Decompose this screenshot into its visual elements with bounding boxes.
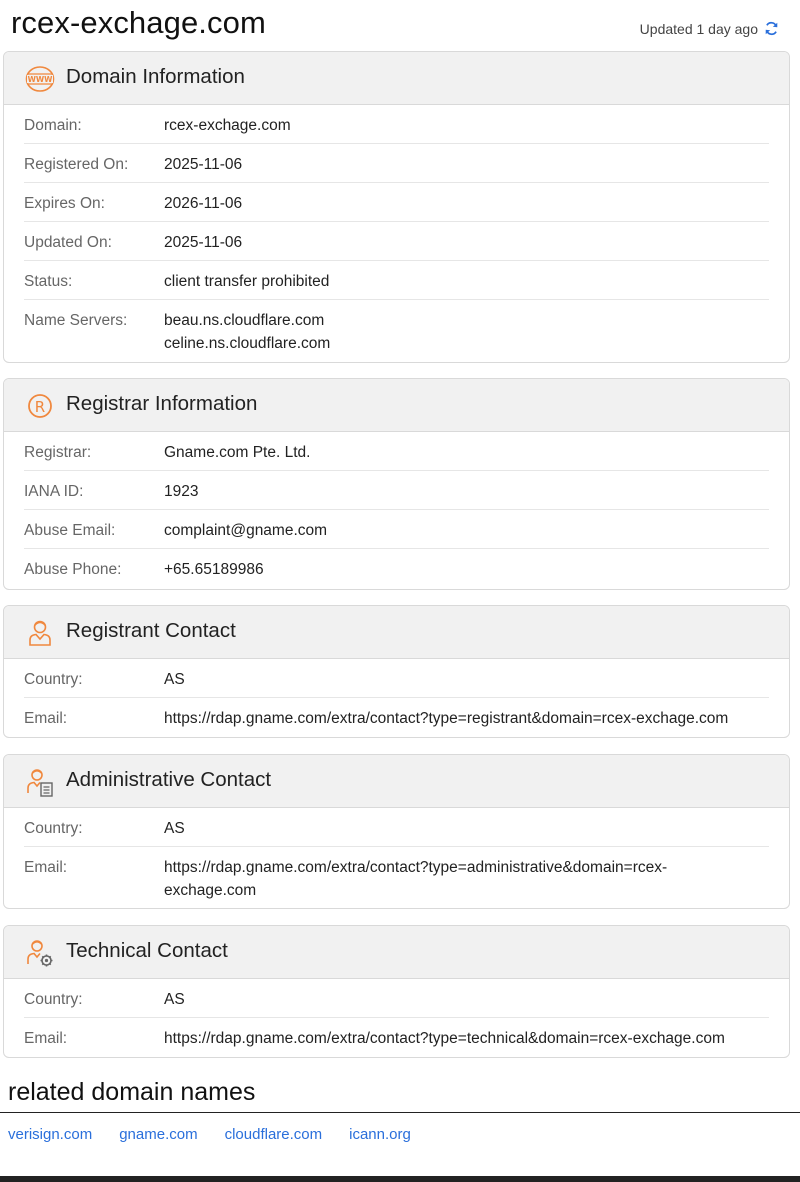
email-line-1: https://rdap.gname.com/extra/contact?type=administrative&domain=rcex- [164, 859, 668, 876]
row-value: Gname.com Pte. Ltd. [164, 444, 311, 461]
row-label: Expires On: [24, 195, 105, 212]
card-title: Administrative Contact [66, 768, 272, 791]
row-value: 2025-11-06 [164, 234, 243, 251]
person-icon [25, 618, 55, 648]
row-value: https://rdap.gname.com/extra/contact?type=registrant&domain=rcex-exchage.com [164, 710, 729, 727]
refresh-icon[interactable] [763, 20, 780, 37]
row-label: Country: [24, 820, 83, 837]
related-link-verisign[interactable]: verisign.com [8, 1126, 93, 1143]
technical-contact-card [3, 925, 790, 1058]
name-server-1: beau.ns.cloudflare.com [164, 312, 325, 329]
row-label: Email: [24, 710, 68, 727]
info-row-abuse-email [24, 510, 769, 549]
row-value: https://rdap.gname.com/extra/contact?type=technical&domain=rcex-exchage.com [164, 1030, 725, 1047]
updated-text: Updated 1 day ago [639, 20, 758, 37]
row-value [164, 309, 330, 362]
domain-information-card [3, 51, 790, 363]
info-row-expires-on [24, 183, 769, 222]
info-row-updated-on [24, 222, 769, 261]
info-row-registered-on [24, 144, 769, 183]
administrative-contact-rows [4, 808, 789, 909]
svg-text:R: R [34, 398, 46, 416]
related-domains-heading: related domain names [8, 1078, 256, 1106]
related-link-cloudflare[interactable]: cloudflare.com [224, 1126, 323, 1143]
row-value: client transfer prohibited [164, 273, 330, 290]
registrant-contact-card [3, 605, 790, 738]
info-row-registrar [24, 432, 769, 471]
row-value: 1923 [164, 483, 199, 500]
row-label: Email: [24, 1030, 68, 1047]
domain-info-rows [4, 105, 789, 362]
card-header [4, 755, 789, 808]
row-value: rcex-exchage.com [164, 117, 291, 134]
email-line-2: exchage.com [164, 882, 257, 899]
info-row-country [24, 659, 769, 698]
row-label: Country: [24, 991, 83, 1008]
row-label: Domain: [24, 117, 82, 134]
info-row-abuse-phone [24, 549, 769, 588]
row-label: Country: [24, 671, 83, 688]
www-globe-icon [25, 64, 55, 94]
row-value: complaint@gname.com [164, 522, 328, 539]
info-row-country [24, 808, 769, 847]
name-server-2: celine.ns.cloudflare.com [164, 335, 331, 352]
row-label: Registered On: [24, 156, 129, 173]
info-row-status [24, 261, 769, 300]
person-clipboard-icon [25, 767, 55, 797]
info-row-email [24, 698, 769, 737]
card-title: Registrant Contact [66, 619, 236, 642]
related-link-icann[interactable]: icann.org [349, 1126, 411, 1143]
technical-contact-rows [4, 979, 789, 1057]
administrative-contact-card [3, 754, 790, 909]
info-row-email [24, 847, 769, 909]
page-title: rcex-exchage.com [11, 5, 266, 40]
divider [0, 1112, 800, 1113]
registrant-contact-rows [4, 659, 789, 737]
footer-bar [0, 1176, 800, 1182]
person-gear-icon [25, 938, 55, 968]
row-label: Abuse Email: [24, 522, 116, 539]
card-title: Registrar Information [66, 392, 258, 415]
card-header [4, 379, 789, 432]
info-row-domain [24, 105, 769, 144]
card-title: Technical Contact [66, 939, 228, 962]
related-link-gname[interactable]: gname.com [119, 1126, 198, 1143]
row-value: AS [164, 671, 185, 688]
row-value: 2025-11-06 [164, 156, 243, 173]
card-header [4, 52, 789, 105]
registrar-info-rows [4, 432, 789, 588]
row-label: Registrar: [24, 444, 92, 461]
row-label: Status: [24, 273, 73, 290]
card-header [4, 926, 789, 979]
row-value: AS [164, 991, 185, 1008]
card-header [4, 606, 789, 659]
row-value: AS [164, 820, 185, 837]
info-row-name-servers [24, 300, 769, 362]
row-label: Email: [24, 859, 68, 876]
info-row-country [24, 979, 769, 1018]
row-label: Abuse Phone: [24, 561, 122, 578]
row-label: Name Servers: [24, 312, 128, 329]
info-row-iana-id [24, 471, 769, 510]
card-title: Domain Information [66, 65, 245, 88]
registered-icon [25, 391, 55, 421]
row-value: 2026-11-06 [164, 195, 243, 212]
row-label: Updated On: [24, 234, 112, 251]
updated-status[interactable] [640, 20, 780, 37]
svg-text:WWW: WWW [27, 75, 53, 84]
page-header [0, 0, 800, 50]
row-value: +65.65189986 [164, 561, 264, 578]
row-value [164, 856, 667, 909]
info-row-email [24, 1018, 769, 1057]
related-domains-list [8, 1126, 411, 1143]
row-label: IANA ID: [24, 483, 84, 500]
registrar-information-card [3, 378, 790, 590]
